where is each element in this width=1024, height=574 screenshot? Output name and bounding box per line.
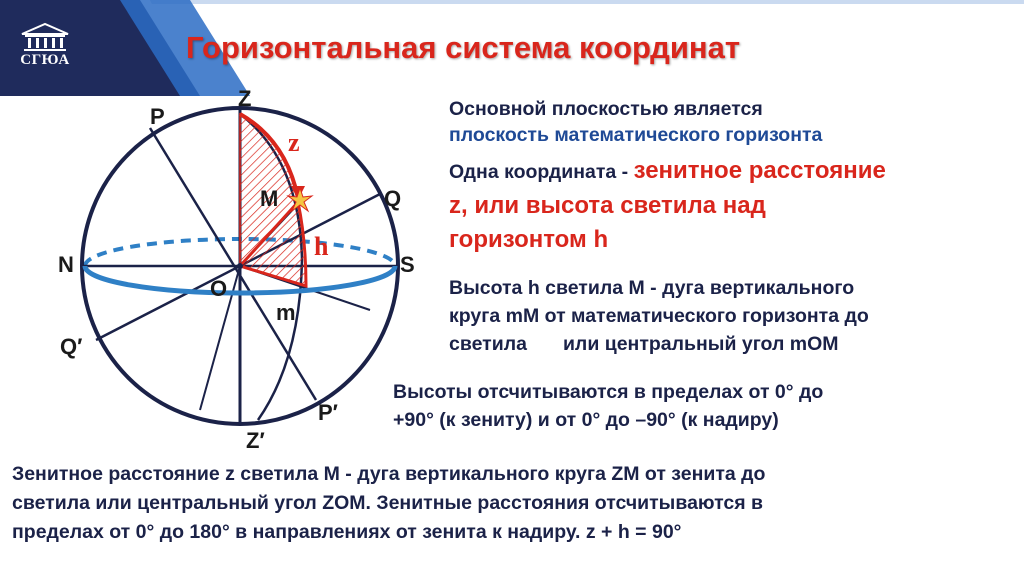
p4-line1: Высоты отсчитываются в пределах от 0° до: [393, 381, 824, 403]
p2-red1: зенитное расстояние: [633, 157, 886, 184]
p1-line2: плоскость математического горизонта: [449, 124, 823, 146]
label-star: M: [260, 186, 279, 211]
p4-line2: +90° (к зениту) и от 0° до –90° (к надиру): [393, 409, 779, 431]
label-nadir: Z′: [246, 428, 265, 453]
paragraph-main-plane: [449, 96, 822, 148]
label-pole-prime: P′: [318, 400, 338, 425]
label-center: O: [210, 276, 228, 301]
p5-line1: Зенитное расстояние z светила М - дуга вертикального круга ZM от зенита до: [12, 463, 766, 485]
p2-red2: z, или высота светила над: [449, 192, 766, 219]
label-altitude: h: [314, 232, 329, 261]
label-zenith: Z: [238, 86, 252, 111]
p1-line1: Основной плоскостью является: [449, 98, 763, 120]
center-point: [237, 263, 243, 269]
label-foot: m: [276, 300, 296, 325]
label-zenith-distance: z: [288, 128, 300, 157]
page-title: Горизонтальная система координат: [186, 30, 741, 65]
p3-line3a: светила: [449, 333, 527, 355]
label-pole: P: [150, 104, 165, 129]
paragraph-coordinate: [449, 154, 886, 257]
label-q: Q: [384, 186, 402, 211]
paragraph-altitude: [449, 274, 869, 358]
label-north: N: [58, 252, 74, 277]
label-q-prime: Q′: [60, 334, 83, 359]
p3-line3b: или центральный угол mOM: [562, 333, 839, 355]
paragraph-zenith-distance: [12, 460, 765, 547]
logo-text: СГЮА: [20, 52, 70, 68]
p5-line2: светила или центральный угол ZOM. Зенитные расстояния отсчитываются в: [12, 492, 763, 514]
p5-line3: пределах от 0° до 180° в направлениях от зенита к надиру. z + h = 90°: [12, 521, 682, 543]
p2-prefix: Одна координата -: [449, 161, 634, 183]
p3-line1: Высота h светила М - дуга вертикального: [449, 277, 855, 299]
logo: [14, 22, 76, 76]
logo-building-icon: [14, 22, 76, 52]
label-south: S: [400, 252, 415, 277]
paragraph-altitude-range: [393, 378, 823, 434]
p3-line2: круга mM от математического горизонта до: [449, 305, 869, 327]
p2-red3: горизонтом h: [449, 226, 609, 253]
